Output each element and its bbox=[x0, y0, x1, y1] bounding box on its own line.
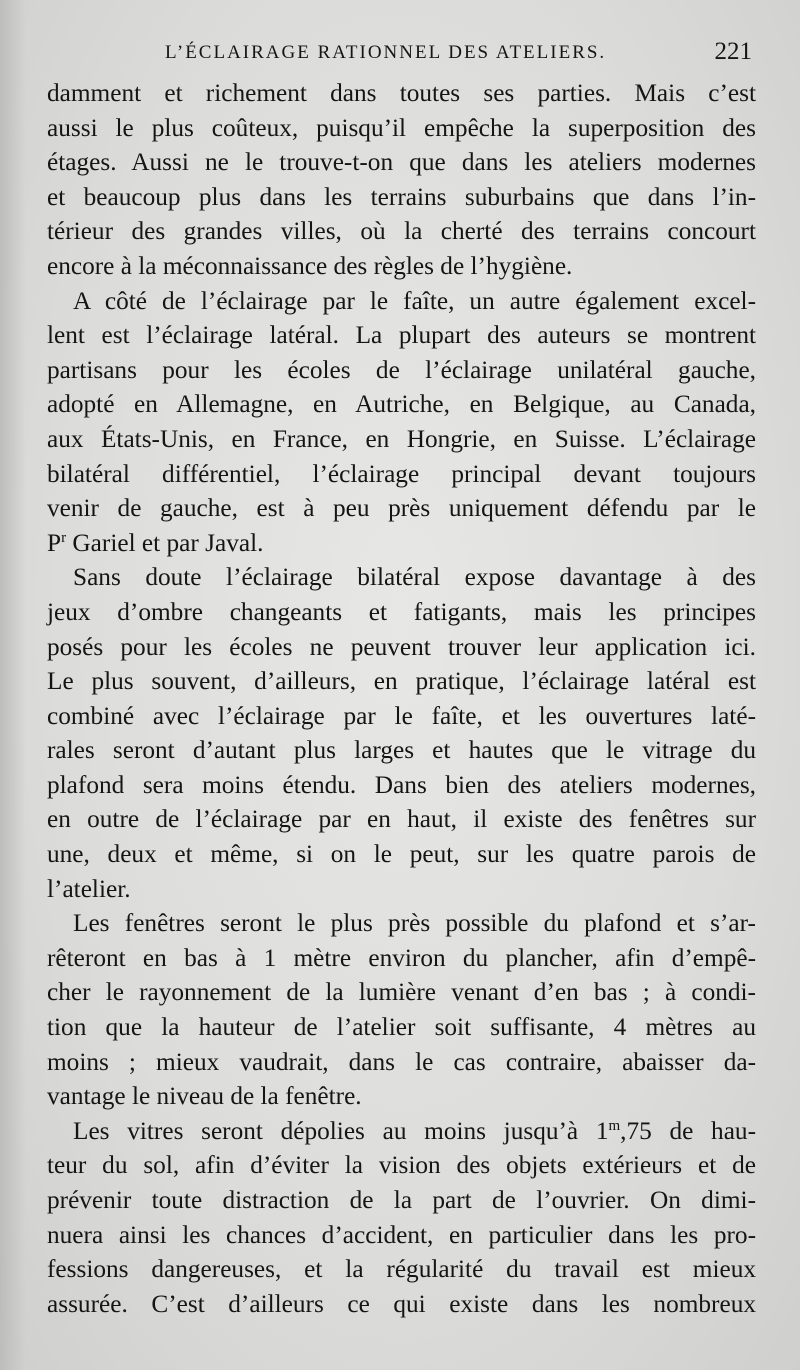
text-line: fessions dangereuses, et la régularité du travail est mieux bbox=[47, 1255, 756, 1284]
text-line: adopté en Allemagne, en Autriche, en Belgique, au Canada, bbox=[47, 390, 756, 419]
text-line: l’atelier. bbox=[47, 874, 131, 903]
text-line: lent est l’éclairage latéral. La plupart des auteurs se montrent bbox=[47, 321, 756, 350]
text-line: assurée. C’est d’ailleurs ce qui existe dans les nombreux bbox=[47, 1289, 756, 1318]
text-line: combiné avec l’éclairage par le faîte, et les ouvertures laté- bbox=[47, 701, 756, 730]
text-line: posés pour les écoles ne peuvent trouver leur application ici. bbox=[47, 632, 756, 661]
text-line: rales seront d’autant plus larges et hautes que le vitrage du bbox=[47, 736, 756, 765]
text-line: nuera ainsi les chances d’accident, en particulier dans les pro- bbox=[47, 1220, 756, 1249]
text-line: venir de gauche, est à peu près uniquement défendu par le bbox=[47, 494, 756, 523]
text-line: vantage le niveau de la fenêtre. bbox=[47, 1082, 362, 1111]
text-line: et beaucoup plus dans les terrains suburbains que dans l’in- bbox=[47, 182, 756, 211]
text-line: jeux d’ombre changeants et fatigants, mais les principes bbox=[47, 597, 756, 626]
text-line: moins ; mieux vaudrait, dans le cas contraire, abaisser da- bbox=[47, 1047, 756, 1076]
text-line: partisans pour les écoles de l’éclairage unilatéral gauche, bbox=[47, 355, 756, 384]
professor-abbreviation: P bbox=[47, 528, 62, 557]
text-line: aussi le plus coûteux, puisqu’il empêche la superposition des bbox=[47, 113, 756, 142]
text-line: encore à la méconnaissance des règles de l’hygiène. bbox=[47, 251, 573, 280]
text-line: tion que la hauteur de l’atelier soit suffisante, 4 mètres au bbox=[47, 1013, 756, 1042]
page-number: 221 bbox=[714, 38, 752, 65]
text-line: une, deux et même, si on le peut, sur les quatre parois de bbox=[47, 840, 756, 869]
text-line: Sans doute l’éclairage bilatéral expose davantage à des bbox=[73, 563, 756, 592]
text-line-end: ,75 de hau- bbox=[620, 1116, 756, 1145]
text-line: térieur des grandes villes, où la cherté des terrains concourt bbox=[47, 217, 756, 246]
professor-abbreviation-superscript: r bbox=[61, 529, 67, 546]
text-line: damment et richement dans toutes ses parties. Mais c’est bbox=[47, 79, 756, 107]
body-text bbox=[47, 76, 756, 1321]
text-line: étages. Aussi ne le trouve-t-on que dans les ateliers modernes bbox=[47, 148, 756, 177]
text-line: en outre de l’éclairage par en haut, il existe des fenêtres sur bbox=[47, 805, 756, 834]
text-line: Le plus souvent, d’ailleurs, en pratique, l’éclairage latéral est bbox=[47, 667, 756, 696]
text-line-rest: Gariel et par Javal. bbox=[66, 528, 264, 557]
text-line: Les fenêtres seront le plus près possible du plafond et s’ar- bbox=[73, 909, 756, 938]
running-head-title: L’ÉCLAIRAGE RATIONNEL DES ATELIERS. bbox=[165, 42, 607, 63]
text-line-start: Les vitres seront dépolies au moins jusqu’à 1 bbox=[73, 1116, 609, 1145]
text-line: aux États-Unis, en France, en Hongrie, en Suisse. L’éclairage bbox=[47, 424, 756, 453]
text-line: teur du sol, afin d’éviter la vision des objets extérieurs et de bbox=[47, 1151, 756, 1180]
metre-unit-superscript: m bbox=[608, 1117, 621, 1134]
text-line: cher le rayonnement de la lumière venant d’en bas ; à condi- bbox=[47, 978, 756, 1007]
text-line: bilatéral différentiel, l’éclairage principal devant toujours bbox=[47, 459, 756, 488]
text-line bbox=[47, 1114, 756, 1149]
text-line: prévenir toute distraction de la part de l’ouvrier. On dimi- bbox=[47, 1186, 756, 1214]
text-line bbox=[47, 526, 756, 561]
text-line: A côté de l’éclairage par le faîte, un autre également excel- bbox=[73, 286, 756, 315]
running-head bbox=[0, 38, 800, 68]
text-line: plafond sera moins étendu. Dans bien des ateliers modernes, bbox=[47, 770, 756, 799]
text-line: rêteront en bas à 1 mètre environ du plancher, afin d’empê- bbox=[47, 943, 756, 972]
